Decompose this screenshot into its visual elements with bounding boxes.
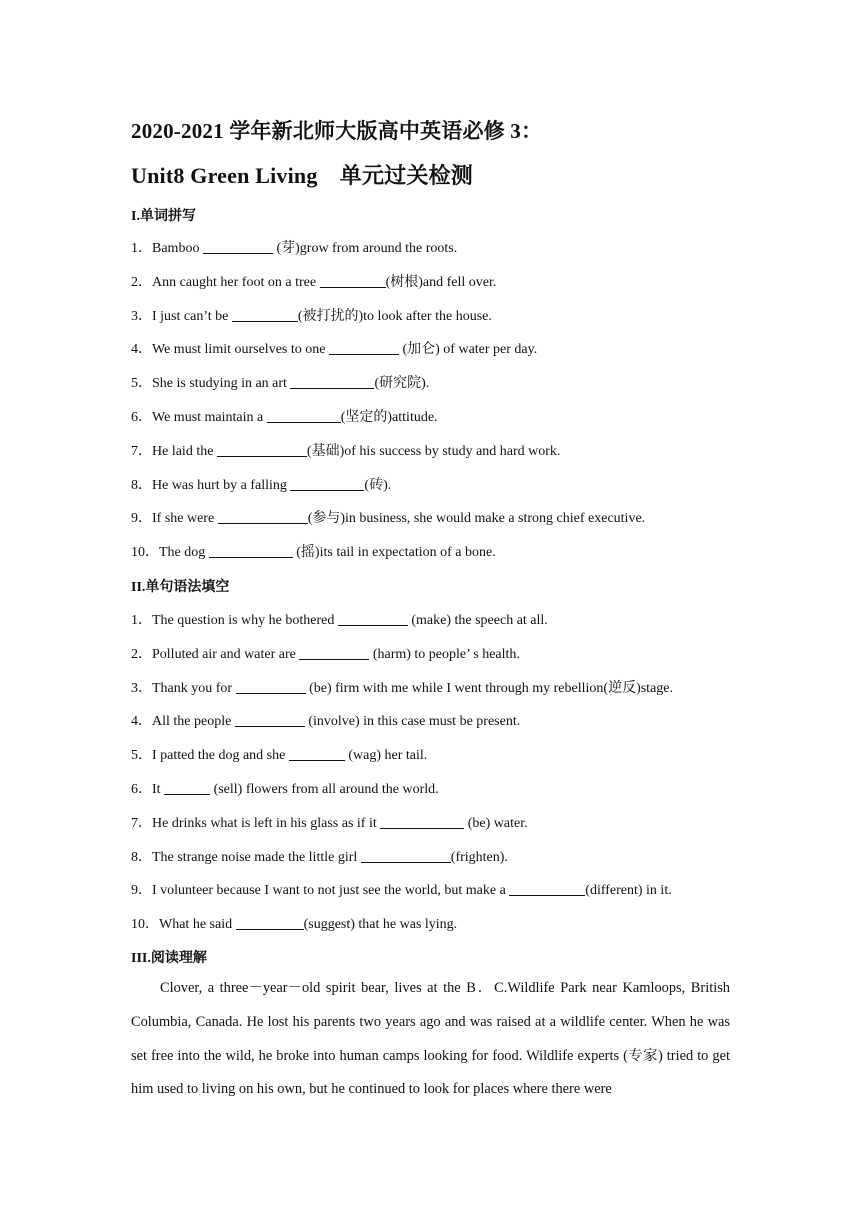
item-number: 7． [131,815,152,831]
exercise-item [131,710,520,730]
answer-blank[interactable] [218,509,308,524]
exercise-item [131,372,429,392]
exercise-item [131,677,673,697]
answer-blank[interactable] [380,814,464,829]
item-number: 9． [131,511,152,527]
answer-blank[interactable] [217,442,307,457]
exercise-item [131,913,457,933]
answer-blank[interactable] [236,679,306,694]
item-number: 6． [131,782,152,797]
item-text-before: The strange noise made the little girl [152,849,361,865]
item-text-after: (被打扰的)to look after the house. [297,308,492,324]
answer-blank[interactable] [232,307,298,322]
item-number: 3． [131,308,152,324]
exercise-item [131,507,645,527]
item-text-before: He drinks what is left in his glass as if it [152,815,381,831]
exercise-item [131,812,528,832]
exercise-item [131,406,438,426]
section-heading-reading: III.阅读理解 [131,951,207,966]
item-number: 7． [131,443,152,459]
item-text-after: (be) firm with me while I went through my rebellion(逆反)stage. [305,680,673,696]
item-text-after: (different) in it. [585,883,672,899]
answer-blank[interactable] [509,881,585,896]
answer-blank[interactable] [267,408,341,423]
exercise-item [131,541,496,561]
item-text-after: (involve) in this case must be present. [304,714,521,730]
answer-blank[interactable] [329,340,399,355]
exercise-item [131,609,548,629]
item-text-before: I just can’t be [152,308,232,324]
item-text-before: The dog [159,545,209,561]
item-text-after: (研究院). [374,376,430,392]
item-number: 4． [131,714,152,730]
exercise-item [131,338,537,358]
document-subtitle: Unit8 Green Living 单元过关检测 [131,163,473,188]
item-text-before: Ann caught her foot on a tree [152,274,320,290]
exercise-item [131,271,496,291]
answer-blank[interactable] [236,915,304,930]
item-text-after: (加仑) of water per day. [398,342,538,358]
item-number: 5． [131,376,152,392]
item-text-after: (sell) flowers from all around the world. [210,782,439,797]
item-number: 2． [131,274,152,290]
item-text-before: What he said [159,917,236,933]
item-text-before: I volunteer because I want to not just see the world, but make a [152,883,510,899]
item-text-before: Polluted air and water are [152,646,300,662]
exercise-item [131,440,560,460]
item-text-after: (wag) her tail. [344,748,428,764]
answer-blank[interactable] [290,374,374,389]
item-number: 4． [131,342,152,358]
item-text-before: All the people [152,714,235,730]
item-text-after: (砖). [364,477,392,493]
item-number: 8． [131,477,152,493]
item-number: 1． [131,241,152,256]
item-number: 6． [131,410,152,425]
item-text-before: We must maintain a [152,410,267,425]
item-text-before: Thank you for [152,680,236,696]
item-text-after: (坚定的)attitude. [340,410,438,425]
answer-blank[interactable] [299,645,369,660]
exercise-item [131,879,672,899]
item-text-before: The question is why he bothered [152,613,338,628]
item-text-before: If she were [152,511,218,527]
item-number: 1． [131,613,152,628]
reading-passage: Clover, a three－year－old spirit bear, lives at the B．C.Wildlife Park near Kamloops, British Columbia, Canada. He lost his parents two years ago and was raised at a wildlife center. When he was set free into the wild, he broke into human camps looking for food. Wildlife experts (专家) tried to get him used to living on his own, but he continued to look for places where there were [131,980,730,1098]
item-text-before: It [152,782,165,797]
item-text-after: (suggest) that he was lying. [303,917,458,933]
answer-blank[interactable] [235,712,305,727]
exercise-item [131,778,439,798]
item-text-before: We must limit ourselves to one [152,342,329,358]
answer-blank[interactable] [338,611,408,626]
exercise-item [131,474,391,494]
section-heading-grammar: II.单句语法填空 [131,580,230,595]
item-number: 10． [131,917,159,933]
item-text-before: He laid the [152,443,217,459]
item-text-before: He was hurt by a falling [152,477,291,493]
answer-blank[interactable] [290,476,364,491]
item-number: 3． [131,680,152,696]
section-heading-spelling: I.单词拼写 [131,209,196,224]
item-text-after: (参与)in business, she would make a strong chief executive. [307,511,646,527]
document-title: 2020-2021 学年新北师大版高中英语必修 3： [131,119,543,143]
exercise-item [131,744,427,764]
answer-blank[interactable] [209,543,293,558]
answer-blank[interactable] [203,239,273,254]
item-number: 10． [131,545,159,561]
answer-blank[interactable] [289,746,345,761]
exercise-item [131,846,508,866]
item-text-before: I patted the dog and she [152,748,289,764]
item-text-after: (be) water. [464,815,528,831]
item-text-after: (make) the speech at all. [407,613,548,628]
exercise-item [131,643,520,663]
item-number: 9． [131,883,152,899]
item-text-after: (frighten). [450,849,508,865]
item-number: 8． [131,849,152,865]
item-text-after: (摇)its tail in expectation of a bone. [292,545,496,561]
exercise-item [131,305,492,325]
item-text-after: (基础)of his success by study and hard work. [306,443,561,459]
answer-blank[interactable] [164,780,210,795]
item-number: 2． [131,646,152,662]
item-text-after: (树根)and fell over. [385,274,497,290]
answer-blank[interactable] [320,273,386,288]
exercise-item [131,237,457,257]
answer-blank[interactable] [361,848,451,863]
item-text-before: She is studying in an art [152,376,291,392]
item-number: 5． [131,748,152,764]
item-text-after: (harm) to people’ s health. [369,646,520,662]
item-text-before: Bamboo [152,241,203,256]
item-text-after: (芽)grow from around the roots. [272,241,458,256]
